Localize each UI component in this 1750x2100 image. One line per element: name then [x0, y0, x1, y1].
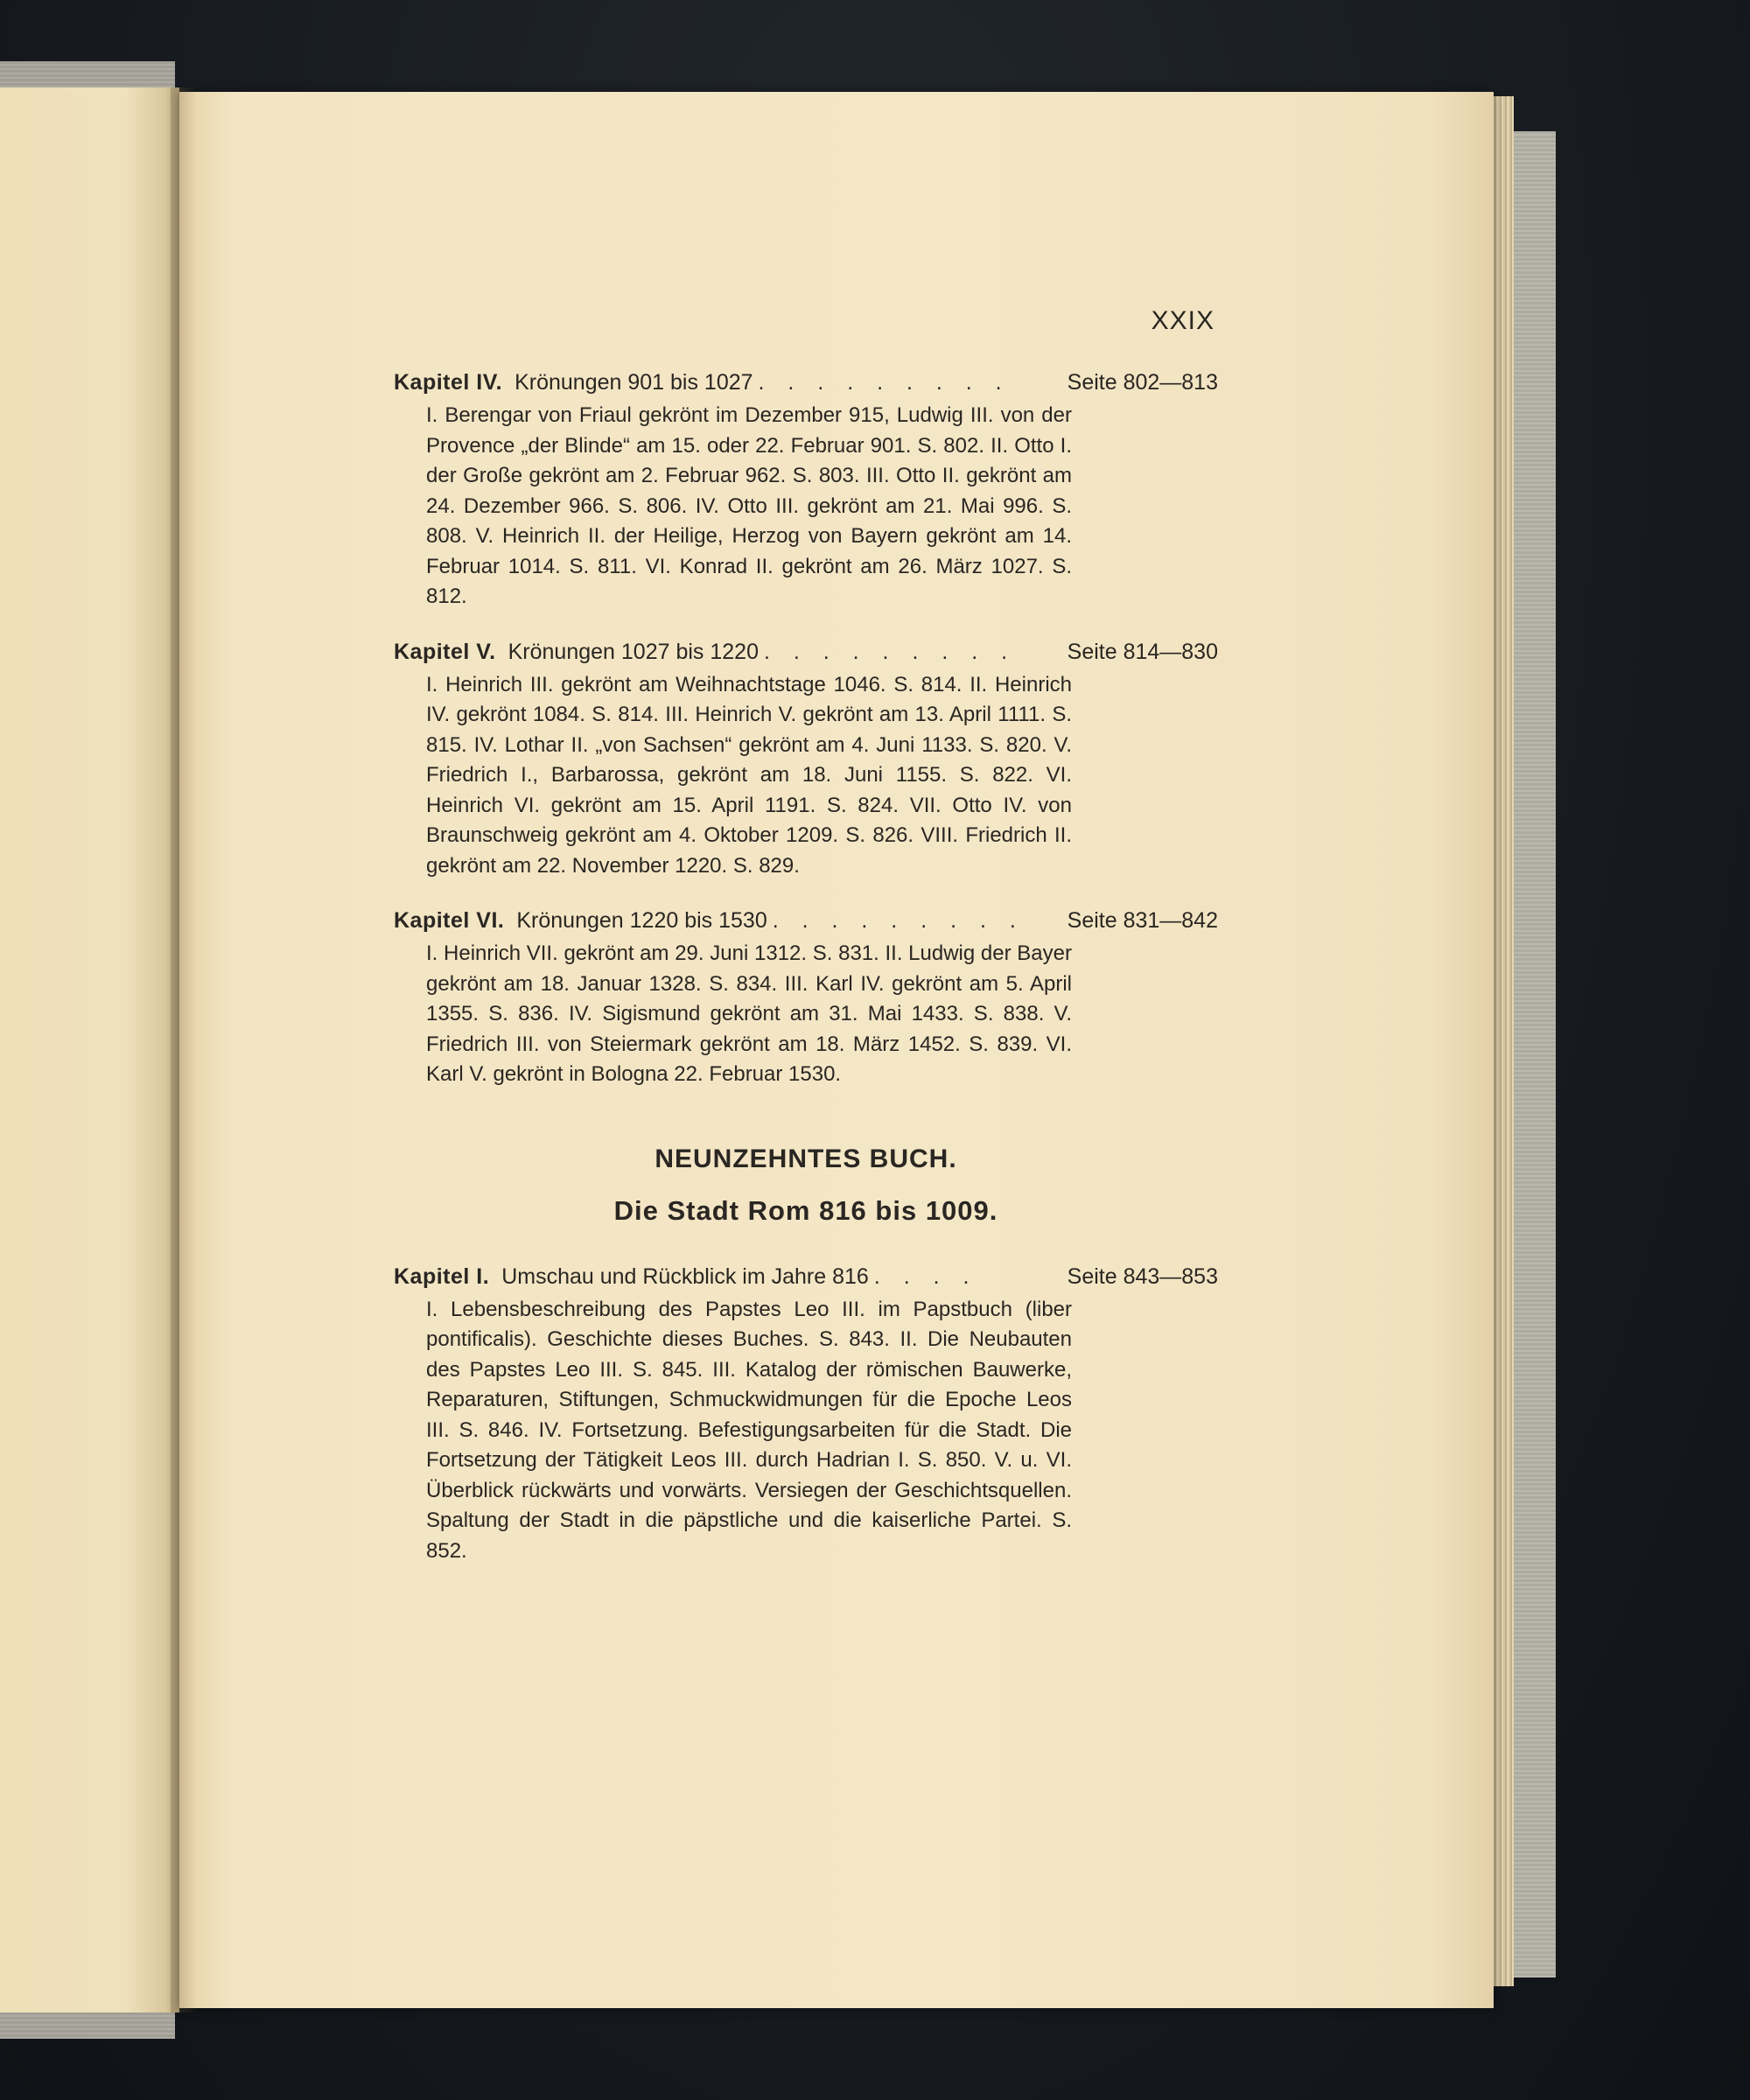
- chapter-title: Krönungen 901 bis 1027: [514, 370, 753, 395]
- chapter-heading: [394, 906, 1218, 935]
- page-range: Seite 843—853: [1067, 1264, 1218, 1289]
- chapter-title: Krönungen 1220 bis 1530: [516, 908, 767, 933]
- page-range: Seite 814—830: [1067, 639, 1218, 664]
- chapter-label: Kapitel IV.: [394, 370, 503, 395]
- chapter-title: Umschau und Rückblick im Jahre 816: [501, 1264, 869, 1289]
- dot-leaders: . . . . . . . . .: [763, 639, 1017, 664]
- chapter-entry: [394, 906, 1218, 1090]
- table-of-contents: [394, 306, 1218, 1566]
- chapter-heading: [394, 368, 1218, 397]
- chapter-label: Kapitel VI.: [394, 908, 505, 933]
- page-number: XXIX: [1151, 306, 1214, 335]
- chapter-heading: [394, 1262, 1218, 1292]
- dot-leaders: . . . . . . . . .: [758, 370, 1011, 395]
- gutter-shadow: [171, 88, 197, 2012]
- book-section: [394, 1144, 1218, 1227]
- page-range: Seite 802—813: [1067, 370, 1218, 395]
- chapter-summary: I. Heinrich III. gekrönt am Weihnachtstage 1046. S. 814. II. Heinrich IV. gekrönt 1084. S. 814. III. Heinrich V. gekrönt am 13. April 1111. S. 815. IV. Lothar II. „von Sachsen“ gekrönt am 4. Juni 1133. S. 820. V. Friedrich I., Barbarossa, gekrönt am 18. Juni 1155. S. 822. VI. Heinrich VI. gekrönt am 15. April 1191. S. 824. VII. Otto IV. von Braunschweig gekrönt am 4. Oktober 1209. S. 826. VIII. Friedrich II. gekrönt am 22. November 1220. S. 829.: [426, 672, 1072, 878]
- chapter-summary: I. Lebensbeschreibung des Papstes Leo III. im Papstbuch (liber pontificalis). Geschichte dieses Buches. S. 843. II. Die Neubauten des Papstes Leo III. S. 845. III. Katalog der römischen Bauwerke, Reparaturen, Stiftungen, Schmuckwidmungen für die Epoche Leos III. S. 846. IV. Fortsetzung. Befestigungsarbeiten für die Stadt. Die Fortsetzung der Tätigkeit Leos III. durch Hadrian I. S. 850. V. u. VI. Überblick rückwärts und vorwärts. Versiegen der Geschichtsquellen. Spaltung der Stadt in die päpstliche und die kaiserliche Partei. S. 852.: [426, 1297, 1072, 1563]
- chapter-label: Kapitel I.: [394, 1264, 490, 1289]
- book-subtitle: Die Stadt Rom 816 bis 1009.: [613, 1194, 998, 1226]
- dot-leaders: . . . .: [873, 1264, 978, 1289]
- dot-leaders: . . . . . . . . .: [772, 908, 1025, 933]
- page-range: Seite 831—842: [1067, 908, 1218, 933]
- chapter-entry: [394, 637, 1218, 882]
- chapter-entry: [394, 368, 1218, 612]
- chapter-summary: I. Berengar von Friaul gekrönt im Dezember 915, Ludwig III. von der Provence „der Blinde“ am 15. oder 22. Februar 901. S. 802. II. Otto I. der Große gekrönt am 2. Februar 962. S. 803. III. Otto II. gekrönt am 24. Dezember 966. S. 806. IV. Otto III. gekrönt am 21. Mai 996. S. 808. V. Heinrich II. der Heilige, Herzog von Bayern gekrönt am 14. Februar 1014. S. 811. VI. Konrad II. gekrönt am 26. März 1027. S. 812.: [426, 403, 1072, 608]
- chapter-title: Krönungen 1027 bis 1220: [508, 639, 759, 664]
- chapter-label: Kapitel V.: [394, 639, 496, 664]
- chapter-summary: I. Heinrich VII. gekrönt am 29. Juni 1312. S. 831. II. Ludwig der Bayer gekrönt am 18. Januar 1328. S. 834. III. Karl IV. gekrönt am 5. April 1355. S. 836. IV. Sigismund gekrönt am 31. Mai 1433. S. 838. V. Friedrich III. von Steiermark gekrönt am 18. März 1452. S. 839. VI. Karl V. gekrönt in Bologna 22. Februar 1530.: [426, 942, 1072, 1086]
- chapter-entry: [394, 1262, 1218, 1567]
- chapter-heading: [394, 637, 1218, 667]
- book-heading: NEUNZEHNTES BUCH.: [654, 1144, 957, 1173]
- left-page-edge: [0, 88, 179, 2012]
